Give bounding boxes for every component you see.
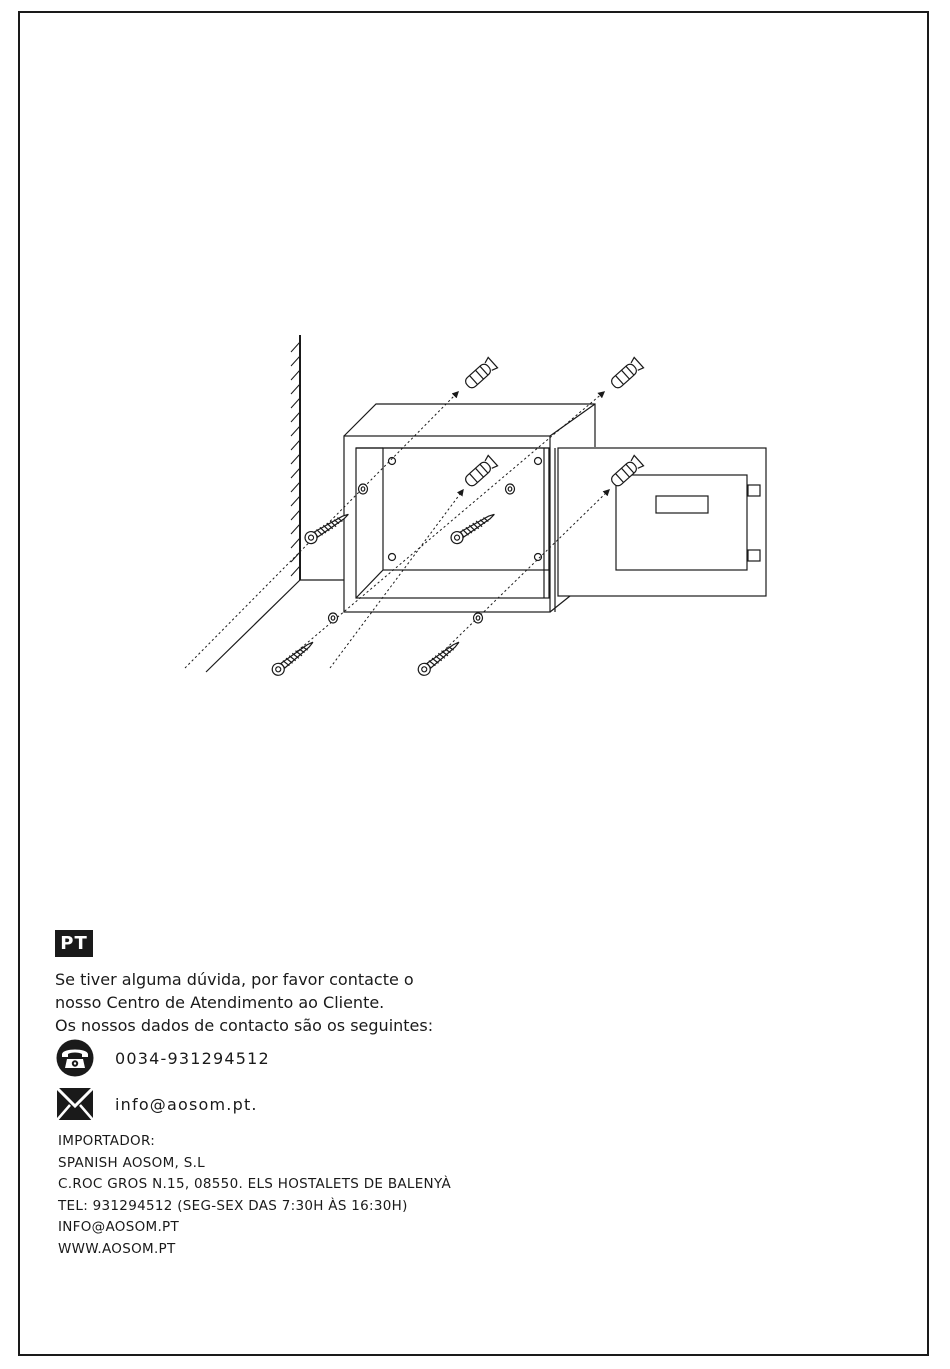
importer-line: TEL: 931294512 (SEG-SEX DAS 7:30H ÀS 16:30H) (58, 1197, 408, 1214)
importer-line: IMPORTADOR: (58, 1133, 156, 1149)
envelope-icon (55, 1085, 95, 1123)
importer-line: SPANISH AOSOM, S.L (58, 1154, 206, 1171)
intro-line: nosso Centro de Atendimento ao Cliente. (55, 993, 385, 1012)
telephone-icon (55, 1039, 95, 1077)
intro-line: Se tiver alguma dúvida, por favor contacte o (55, 970, 414, 989)
safe-door (558, 448, 766, 596)
phone-number: 0034-931294512 (115, 1048, 270, 1068)
email-row (55, 1085, 258, 1123)
importer-line: INFO@AOSOM.PT (58, 1219, 180, 1236)
phone-row (55, 1039, 270, 1077)
contact-intro (55, 968, 433, 1037)
importer-line: WWW.AOSOM.PT (58, 1240, 176, 1257)
importer-line: C.ROC GROS N.15, 08550. ELS HOSTALETS DE BALENYÀ (58, 1176, 451, 1193)
intro-line: Os nossos dados de contacto são os seguintes: (55, 1016, 434, 1035)
screws (270, 509, 498, 678)
wall (206, 335, 344, 672)
language-badge: PT (55, 930, 93, 957)
importer-block (58, 1131, 451, 1261)
safe-body (344, 404, 595, 612)
email-address: info@aosom.pt. (115, 1094, 258, 1114)
